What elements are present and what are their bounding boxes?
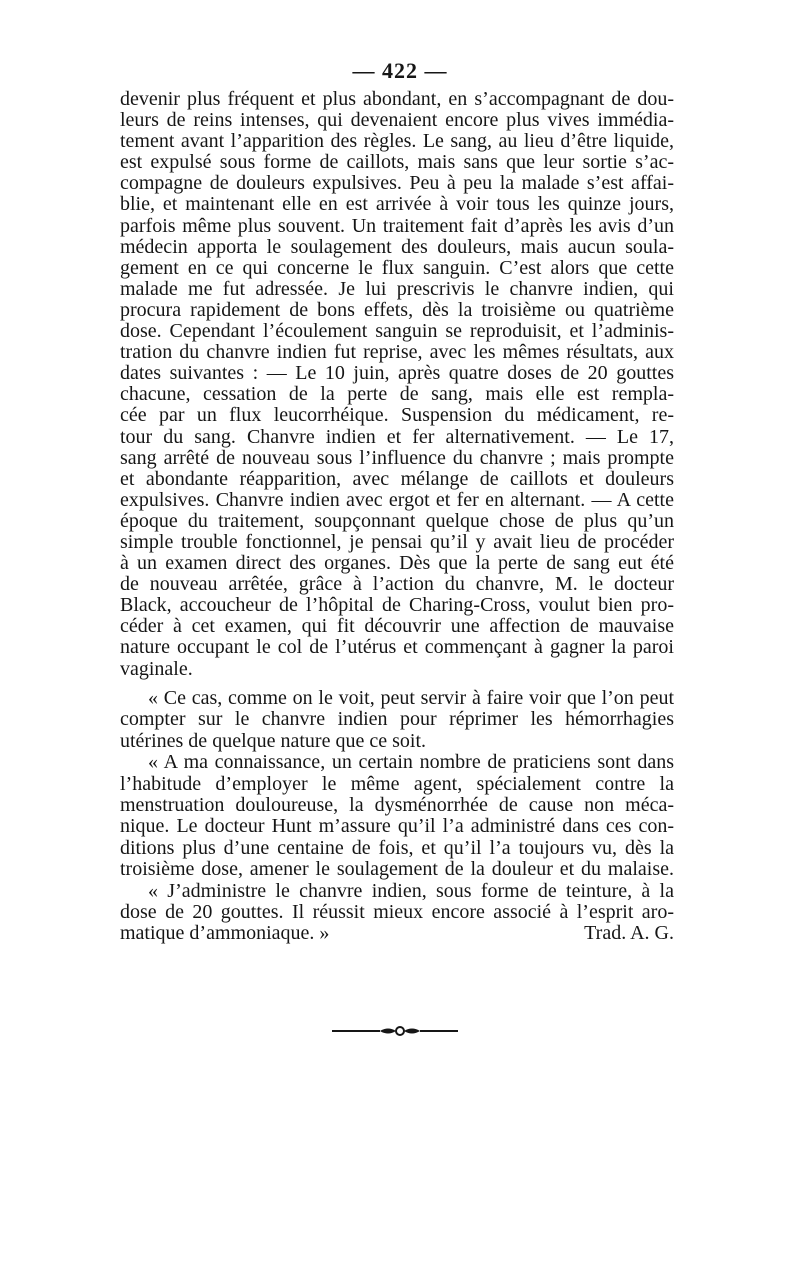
text-line: est expulsé sous forme de caillots, mais sans que leur sortie s’ac- xyxy=(120,151,674,174)
text-line: « A ma connaissance, un certain nombre de praticiens sont dans xyxy=(148,751,674,774)
text-line: « Ce cas, comme on le voit, peut servir à faire voir que l’on peut xyxy=(148,687,674,709)
text-line: à un examen direct des organes. Dès que la perte de sang eut été xyxy=(120,552,674,575)
text-line: dates suivantes : — Le 10 juin, après quatre doses de 20 gouttes xyxy=(120,362,674,385)
text-line: dose de 20 gouttes. Il réussit mieux encore associé à l’esprit aro- xyxy=(120,901,674,924)
text-line: leurs de reins intenses, qui devenaient encore plus vives immédia- xyxy=(120,109,674,132)
text-line: nature occupant le col de l’utérus et commençant à gagner la paroi xyxy=(120,636,674,659)
text-line: utérines de quelque nature que ce soit. xyxy=(120,729,426,752)
text-line: troisième dose, amener le soulagement de la douleur et du malaise. xyxy=(120,858,674,881)
paragraph-conclusion xyxy=(120,688,674,752)
paragraph-practitioners xyxy=(120,752,674,880)
paragraph-dosage xyxy=(120,881,674,945)
text-line: parfois même plus souvent. Un traitement fait d’après les avis d’un xyxy=(120,214,674,237)
text-line: nique. Le docteur Hunt m’assure qu’il l’a administré dans ces con- xyxy=(120,815,674,838)
closing-text: matique d’ammoniaque. » xyxy=(120,922,330,945)
text-line: tour du sang. Chanvre indien et fer alternativement. — Le 17, xyxy=(120,425,674,448)
text-line: menstruation douloureuse, la dysménorrhée de cause non méca- xyxy=(120,794,674,817)
page-number: — 422 — xyxy=(352,58,448,83)
text-line: sang arrêté de nouveau sous l’influence du chanvre ; mais prompte xyxy=(120,446,674,469)
text-line: céder à cet examen, qui fit découvrir une affection de mauvaise xyxy=(120,615,674,638)
text-line: gement en ce qui concerne le flux sanguin. C’est alors que cette xyxy=(120,256,674,279)
text-line: cée par un flux leucorrhéique. Suspension du médicament, re- xyxy=(120,404,674,427)
paragraph-case-report xyxy=(120,89,674,680)
tailpiece-ornament-icon xyxy=(330,1025,460,1037)
text-line: l’habitude d’employer le même agent, spécialement contre la xyxy=(120,772,674,795)
text-line: ditions plus d’une centaine de fois, et qu’il l’a toujours vu, dès la xyxy=(120,836,674,859)
text-line: blie, et maintenant elle en est arrivée à voir tous les quinze jours, xyxy=(120,193,674,216)
text-line: devenir plus fréquent et plus abondant, en s’accompagnant de dou- xyxy=(120,88,674,110)
text-line: chacune, cessation de la perte de sang, mais elle est rempla- xyxy=(120,383,674,406)
text-line: tration du chanvre indien fut reprise, avec les mêmes résultats, aux xyxy=(120,341,674,364)
text-line: procura rapidement de bons effets, dès la troisième ou quatrième xyxy=(120,298,674,321)
text-line: dose. Cependant l’écoulement sanguin se reproduisit, et l’adminis- xyxy=(120,320,674,343)
text-line: Black, accoucheur de l’hôpital de Charing-Cross, voulut bien pro- xyxy=(120,594,674,617)
text-line: compter sur le chanvre indien pour réprimer les hémorrhagies xyxy=(120,708,674,731)
text-line: vaginale. xyxy=(120,657,193,680)
translator-signature: Trad. A. G. xyxy=(584,922,674,945)
text-line: malade me fut adressée. Je lui prescrivis le chanvre indien, qui xyxy=(120,277,674,300)
text-line: tement avant l’apparition des règles. Le sang, au lieu d’être liquide, xyxy=(120,130,674,153)
text-line: compagne de douleurs expulsives. Peu à peu la malade s’est affai- xyxy=(120,172,674,195)
text-line: expulsives. Chanvre indien avec ergot et fer en alternant. — A cette xyxy=(120,488,674,511)
text-line: médecin apporta le soulagement des douleurs, mais aucun soula- xyxy=(120,235,674,258)
text-line: époque du traitement, soupçonnant quelque chose de plus qu’un xyxy=(120,509,674,532)
text-line: simple trouble fonctionnel, je pensai qu’il y avait lieu de procéder xyxy=(120,530,674,553)
closing-line xyxy=(120,923,674,944)
quoted-commentary xyxy=(120,688,674,945)
text-line: et abondante réapparition, avec mélange de caillots et douleurs xyxy=(120,467,674,490)
text-line: de nouveau arrêtée, grâce à l’action du chanvre, M. le docteur xyxy=(120,573,674,596)
text-line: « J’administre le chanvre indien, sous forme de teinture, à la xyxy=(148,879,674,902)
